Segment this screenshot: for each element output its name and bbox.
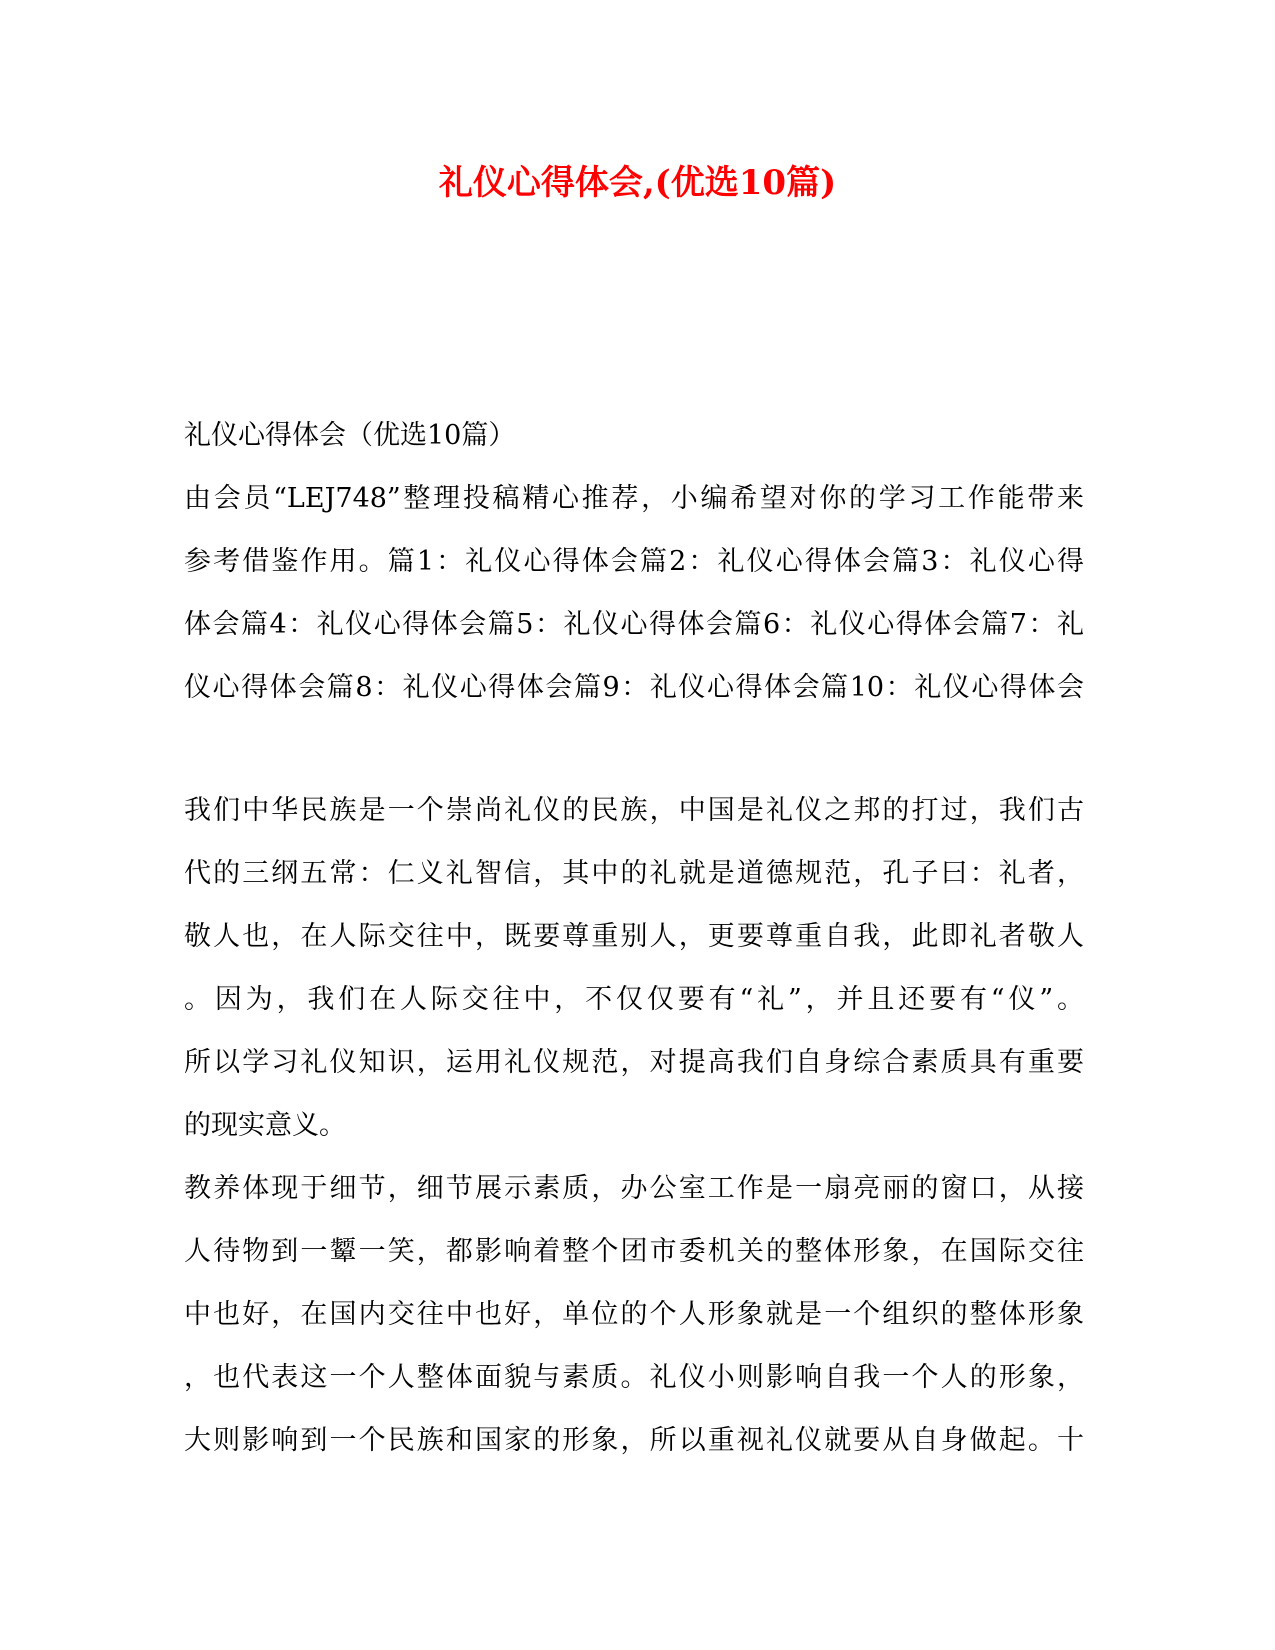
paragraph-line: ，也代表这一个人整体面貌与素质。礼仪小则影响自我一个人的形象，	[184, 1362, 1084, 1393]
paragraph-line: 人待物到一颦一笑，都影响着整个团市委机关的整体形象，在国际交往	[184, 1236, 1084, 1267]
paragraph-line: 代的三纲五常：仁义礼智信，其中的礼就是道德规范，孔子曰：礼者，	[184, 858, 1084, 889]
intro-line: 仪心得体会篇8：礼仪心得体会篇9：礼仪心得体会篇10：礼仪心得体会	[184, 672, 1084, 703]
paragraph-line: 。因为，我们在人际交往中，不仅仅要有“礼”，并且还要有“仪”。	[184, 984, 1084, 1015]
paragraph-line: 大则影响到一个民族和国家的形象，所以重视礼仪就要从自身做起。十	[184, 1425, 1084, 1456]
document-title: 礼仪心得体会,(优选10篇)	[438, 163, 837, 203]
intro-line: 体会篇4：礼仪心得体会篇5：礼仪心得体会篇6：礼仪心得体会篇7：礼	[184, 609, 1084, 640]
paragraph-line: 中也好，在国内交往中也好，单位的个人形象就是一个组织的整体形象	[184, 1299, 1084, 1330]
paragraph-line: 敬人也，在人际交往中，既要尊重别人，更要尊重自我，此即礼者敬人	[184, 921, 1084, 952]
paragraph-line: 教养体现于细节，细节展示素质，办公室工作是一扇亮丽的窗口，从接	[184, 1173, 1084, 1204]
document-body	[184, 404, 1084, 1472]
paragraph-gap	[184, 719, 1084, 779]
intro-line: 参考借鉴作用。篇1：礼仪心得体会篇2：礼仪心得体会篇3：礼仪心得	[184, 546, 1084, 577]
paragraph-line: 的现实意义。	[184, 1110, 346, 1141]
subtitle: 礼仪心得体会（优选10篇）	[184, 420, 516, 451]
paragraph-line: 我们中华民族是一个崇尚礼仪的民族，中国是礼仪之邦的打过，我们古	[184, 795, 1084, 826]
paragraph-line: 所以学习礼仪知识，运用礼仪规范，对提高我们自身综合素质具有重要	[184, 1047, 1084, 1078]
intro-line: 由会员“LEJ748”整理投稿精心推荐，小编希望对你的学习工作能带来	[184, 483, 1084, 514]
